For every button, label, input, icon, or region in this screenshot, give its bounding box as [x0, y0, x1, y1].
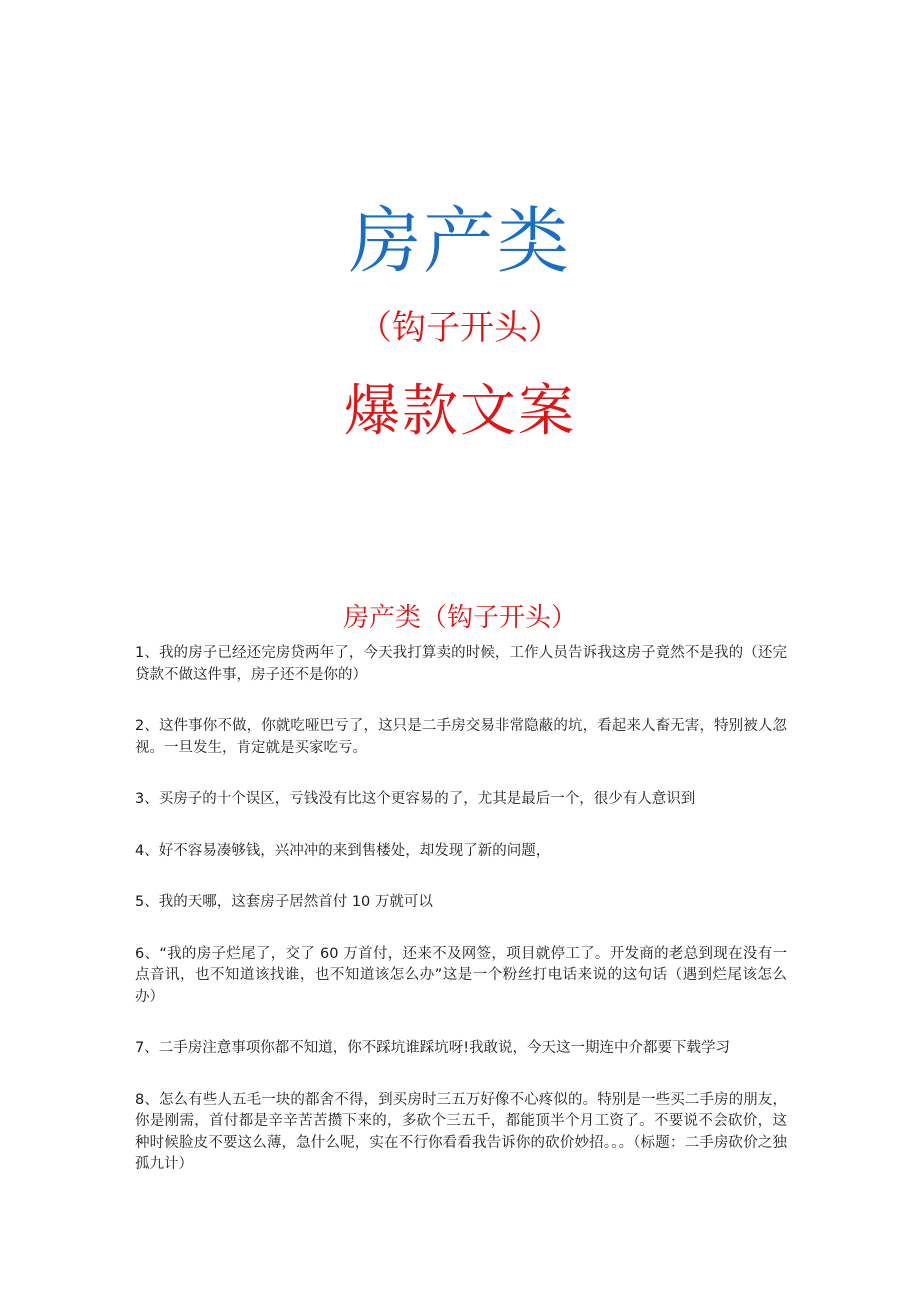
list-item: 6、“我的房子烂尾了，交了 60 万首付，还来不及网签，项目就停工了。开发商的老总到现在没有一点音讯，也不知道该找谁，也不知道该怎么办”这是一个粉丝打电话来说的这句话（遇到烂尾该怎么办）	[135, 945, 787, 1005]
list-item: 4、好不容易凑够钱，兴冲冲的来到售楼处，却发现了新的问题，	[135, 842, 551, 859]
list-item: 7、二手房注意事项你都不知道，你不踩坑谁踩坑呀!我敢说，今天这一期连中介都要下载学习	[135, 1040, 731, 1056]
cover-subtitle: （钩子开头）	[358, 308, 562, 348]
section-heading: 房产类（钩子开头）	[342, 603, 577, 633]
list-item: 5、我的天哪，这套房子居然首付 10 万就可以	[135, 894, 433, 910]
cover-title: 房产类	[348, 199, 571, 283]
cover-tagline: 爆款文案	[344, 379, 576, 444]
list-item: 8、怎么有些人五毛一块的都舍不得，到买房时三五万好像不心疼似的。特别是一些买二手房的朋友，你是刚需，首付都是辛辛苦苦攒下来的，多砍个三五千，都能顶半个月工资了。不要说不会砍价，这种时候脸皮不要这么薄，急什么呢，实在不行你看看我告诉你的砍价妙招。。。（标题：二手房砍价之独孤九计）	[135, 1091, 787, 1172]
list-item: 3、买房子的十个误区，亏钱没有比这个更容易的了，尤其是最后一个，很少有人意识到	[135, 791, 696, 807]
list-item: 1、我的房子已经还完房贷两年了，今天我打算卖的时候，工作人员告诉我这房子竟然不是我的（还完贷款不做这件事，房子还不是你的）	[135, 645, 787, 683]
list-item: 2、这件事你不做，你就吃哑巴亏了，这只是二手房交易非常隐蔽的坑，看起来人畜无害，特别被人忽视。一旦发生，肯定就是买家吃亏。	[135, 718, 787, 756]
item-list	[135, 643, 787, 1206]
